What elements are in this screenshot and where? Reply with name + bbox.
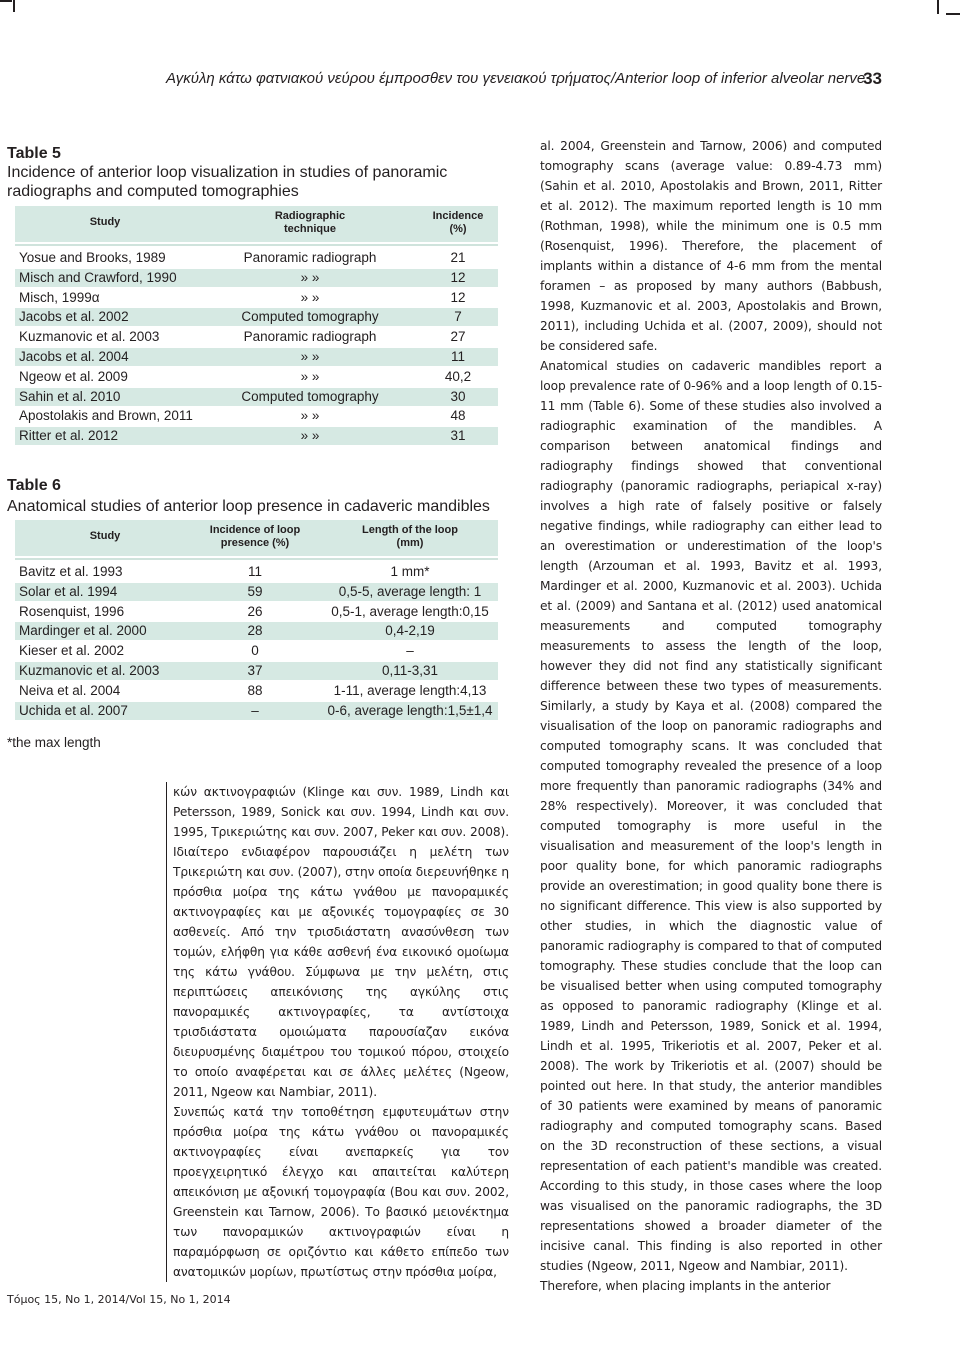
english-paragraph-2: Anatomical studies on cadaveric mandibles report a loop prevalence rate of 0-96% and a loop length of 0.15-11 mm (Table 6). Some of these studies also involved a radiographic examination of the mandibles. A comparison between anatomical findings and radiography findings showed that conventional radiography (panoramic radiographs, periapical x-ray) involves a high rate of falsely positive or falsely negative findings, while radiography can either lead to an overestimation or underestimation of the loop's length (Arzouman et al. 1993, Bavitz et al. 1993, Mardinger et al. 2000, Kuzmanovic et al. 2003). Uchida et al. (2009) and Santana et al. (2012) used anatomical measurements and computed tomography measurements to assess the length of the loop, however they did not find any statistically significant difference between these two types of measurements. Similarly, a study by Kaya et al. (2008) compared the visualisation of the loop on panoramic radiographs and computed tomography scans. It was concluded that computed tomography revealed the presence of a loop more frequently than panoramic radiographs (34% and 28% respectively). Moreover, it was concluded that computed tomography is more useful in the visualisation and measurement of the loop's length in poor quality bone, for which panoramic radiographs provide an overestimation; in good quality bone there is no significant difference. This view is also supported by other studies, in which the diagnostic value of panoramic radiography is compared to that of computed tomography. These studies conclude that the loop can be visualised better when using computed tomography as opposed to panoramic radiography (Klinge et al. 1989, Lindh and Petersson, 1989, Sonick et al. 1994, Lindh et al. 1995, Trikeriotis et al. 2007, Peker et al. 2008). The work by Trikeriotis et al. (2007) should be pointed out here. In that study, the anterior mandibles of 30 patients were examined by means of panoramic radiography and computed tomography scans. Based on the 3D reconstruction of these sections, a visual representation of each patient's mandible was created. According to this study, in those cases where the loop was visualised on the panoramic radiographs, the 3D representations showed a broader diameter of the incisive canal. This finding is also reported in other studies (Ngeow, 2011, Ngeow and Nambiar, 2011). xyxy=(540,359,882,1273)
study-cell: Jacobs et al. 2004 xyxy=(19,349,129,364)
table5-col-incidence-line1: Incidence xyxy=(432,210,484,222)
table6-col-incidence-line1: Incidence of loop xyxy=(209,524,301,536)
table6-footnote: *the max length xyxy=(7,735,101,750)
technique-cell: » » xyxy=(300,289,320,305)
incidence-cell: 40,2 xyxy=(444,368,472,384)
table5-col-technique-line1: Radiographic xyxy=(274,210,346,222)
table5-col-incidence xyxy=(428,210,488,236)
length-cell: 0,5-5, average length: 1 xyxy=(338,583,482,599)
technique-cell: Panoramic radiograph xyxy=(243,329,377,345)
greek-paragraph-2: Συνεπώς κατά την τοποθέτηση εμφυτευμάτων στην πρόσθια μοίρα της κάτω γνάθου οι πανοραμικές ακτινογραφίες είναι ανεπαρκείς για τον προεγχειρητικό έλεγχο και απαιτείται καλύτερη απεικόνιση με αξονική τομογραφία (Bou και συν. 2002, Greenstein και Tarnow, 2006). Το βασικό μειονέκτημα των πανοραμικών ακτινογραφιών είναι η παραμόρφωση σε οριζόντιο και κάθετο επίπεδο των ανατομικών μορίων, πρωτίστως στην πρόσθια μοίρα, xyxy=(173,1105,509,1279)
study-cell: Jacobs et al. 2002 xyxy=(19,309,129,325)
crop-mark-left-vertical xyxy=(13,0,15,12)
study-cell: Kuzmanovic et al. 2003 xyxy=(19,663,160,678)
study-cell: Uchida et al. 2007 xyxy=(19,702,128,718)
table-row xyxy=(15,642,498,660)
incidence-cell: 12 xyxy=(450,289,466,305)
table5-col-technique xyxy=(255,210,365,236)
incidence-cell: – xyxy=(251,702,259,718)
table6-header-row xyxy=(15,520,498,556)
table6-col-incidence xyxy=(200,524,310,550)
english-paragraph-3: Therefore, when placing implants in the anterior xyxy=(540,1279,831,1293)
greek-paragraph-1: κών ακτινογραφιών (Klinge και συν. 1989, Lindh και Petersson, 1989, Sonick και συν. 1994, Lindh και συν. 1995, Τρικεριώτης και συν. 2007, Peker και συν. 2008). Ιδιαίτερο ενδιαφέρον παρουσιάζει η μελέτη των Τρικεριώτη και συν. (2007), στην οποία διερευνήθηκε η πρόσθια μοίρα της κάτω γνάθου με πανοραμικές ακτινογραφίες και με αξονικές τομογραφίες σε 30 ασθενείς. Από την τρισδιάστατη ανασύνθεση των τομών, ελήφθη για κάθε ασθενή ένα εικονικό ομοίωμα της κάτω γνάθου. Σύμφωνα με την μελέτη, στις περιπτώσεις απεικόνισης της αγκύλης στις πανοραμικές ακτινογραφίες, τα αντίστοιχα τρισδιάστατα ομοιώματα παρουσίαζαν εικόνα διευρυσμένης διαμέτρου του τομικού πόρου, στοιχείο το οποίο αναφέρεται και σε άλλες μελέτες (Ngeow, 2011, Ngeow και Nambiar, 2011). xyxy=(173,785,509,1099)
technique-cell: » » xyxy=(300,368,320,384)
table6-col-length-line1: Length of the loop xyxy=(362,524,458,536)
crop-mark-right-horizontal xyxy=(946,13,960,15)
incidence-cell: 59 xyxy=(247,583,263,599)
incidence-cell: 27 xyxy=(450,329,466,345)
study-cell: Misch, 1999α xyxy=(19,289,100,305)
table-row xyxy=(15,269,498,287)
length-cell: – xyxy=(406,643,414,659)
length-cell: 0,4-2,19 xyxy=(385,623,435,639)
table-row xyxy=(15,368,498,386)
incidence-cell: 88 xyxy=(247,682,263,698)
study-cell: Yosue and Brooks, 1989 xyxy=(19,250,166,265)
table-row xyxy=(15,622,498,640)
table-row xyxy=(15,308,498,326)
technique-cell: » » xyxy=(300,269,320,285)
incidence-cell: 11 xyxy=(247,564,262,579)
table-row xyxy=(15,407,498,425)
table5-col-technique-line2: technique xyxy=(284,223,336,235)
study-cell: Ritter et al. 2012 xyxy=(19,428,119,444)
incidence-cell: 26 xyxy=(247,603,263,619)
table-row xyxy=(15,388,498,406)
table5-caption xyxy=(7,163,507,201)
study-cell: Solar et al. 1994 xyxy=(19,583,118,599)
incidence-cell: 11 xyxy=(450,349,465,364)
table6-label: Table 6 xyxy=(7,477,61,494)
technique-cell: » » xyxy=(300,428,320,444)
english-paragraph-1: al. 2004, Greenstein and Tarnow, 2006) and computed tomography scans (average value: 0.89-4.73 mm) (Sahin et al. 2010, Apostolakis and Brown, 2011, Ritter et al. 2012). The maximum reported length is 10 mm (Rothman, 1998), while the minimum one is 0.5 mm (Rosenquist, 1996). Therefore, the placement of implants within a distance of 4-6 mm from the mental foramen – as proposed by many authors (Babbush, 1998, Kuzmanovic et al. 2003, Apostolakis and Brown, 2011), including Uchida et al. (2007, 2009), should not be considered safe. xyxy=(540,139,882,353)
study-cell: Neiva et al. 2004 xyxy=(19,682,121,698)
table5-caption-line2: radiographs and computed tomographies xyxy=(7,183,299,200)
page-footer: Τόμος 15, Νο 1, 2014/Vol 15, No 1, 2014 xyxy=(7,1293,231,1306)
table5-header-row xyxy=(15,206,498,242)
incidence-cell: 48 xyxy=(450,408,466,424)
table6-col-length-line2: (mm) xyxy=(396,537,424,549)
table6-header-divider xyxy=(15,558,498,560)
table-row xyxy=(15,249,498,267)
table5-col-incidence-line2: (%) xyxy=(449,223,467,235)
incidence-cell: 31 xyxy=(450,428,466,444)
table-row xyxy=(15,662,498,680)
table-row xyxy=(15,427,498,445)
length-cell: 0-6, average length:1,5±1,4 xyxy=(327,702,493,718)
incidence-cell: 30 xyxy=(450,388,466,404)
page-number: 33 xyxy=(863,69,882,88)
table-row xyxy=(15,702,498,720)
table5-label: Table 5 xyxy=(7,145,61,162)
length-cell: 1-11, average length:4,13 xyxy=(333,682,487,698)
running-header: Αγκύλη κάτω φατνιακού νεύρου έμπροσθεν του γενειακού τρήματος/Anterior loop of inferior alveolar nerve xyxy=(166,70,866,87)
technique-cell: » » xyxy=(300,408,320,424)
incidence-cell: 7 xyxy=(454,309,462,325)
length-cell: 0,5-1, average length:0,15 xyxy=(331,603,489,619)
table6-caption: Anatomical studies of anterior loop presence in cadaveric mandibles xyxy=(7,498,490,515)
table5-caption-line1: Incidence of anterior loop visualization in studies of panoramic xyxy=(7,164,448,181)
table-row xyxy=(15,682,498,700)
study-cell: Kuzmanovic et al. 2003 xyxy=(19,329,160,345)
length-cell: 1 mm* xyxy=(390,564,430,579)
incidence-cell: 0 xyxy=(251,643,259,659)
table6-col-incidence-line2: presence (%) xyxy=(220,537,290,549)
table5-col-study: Study xyxy=(89,216,121,228)
technique-cell: Computed tomography xyxy=(241,388,379,404)
greek-text-column xyxy=(166,782,509,1282)
table-row xyxy=(15,603,498,621)
study-cell: Mardinger et al. 2000 xyxy=(19,623,147,639)
technique-cell: Panoramic radiograph xyxy=(243,250,377,265)
study-cell: Kieser et al. 2002 xyxy=(19,643,125,659)
table-row xyxy=(15,563,498,581)
study-cell: Sahin et al. 2010 xyxy=(19,388,121,404)
table5-header-divider xyxy=(15,244,498,246)
table-row xyxy=(15,328,498,346)
study-cell: Rosenquist, 1996 xyxy=(19,603,125,619)
length-cell: 0,11-3,31 xyxy=(381,663,439,678)
study-cell: Misch and Crawford, 1990 xyxy=(19,269,177,285)
technique-cell: » » xyxy=(300,349,320,364)
incidence-cell: 37 xyxy=(247,663,263,678)
table-row xyxy=(15,348,498,366)
table6-col-study: Study xyxy=(89,530,121,542)
incidence-cell: 28 xyxy=(247,623,263,639)
table-row xyxy=(15,583,498,601)
study-cell: Apostolakis and Brown, 2011 xyxy=(19,408,193,424)
table-row xyxy=(15,289,498,307)
study-cell: Ngeow et al. 2009 xyxy=(19,368,128,384)
crop-mark-left xyxy=(0,0,12,2)
incidence-cell: 12 xyxy=(450,269,466,285)
incidence-cell: 21 xyxy=(450,250,466,265)
technique-cell: Computed tomography xyxy=(241,309,379,325)
crop-mark-right xyxy=(937,0,939,14)
study-cell: Bavitz et al. 1993 xyxy=(19,564,123,579)
table6-col-length xyxy=(350,524,470,550)
english-text-column xyxy=(540,136,882,1296)
